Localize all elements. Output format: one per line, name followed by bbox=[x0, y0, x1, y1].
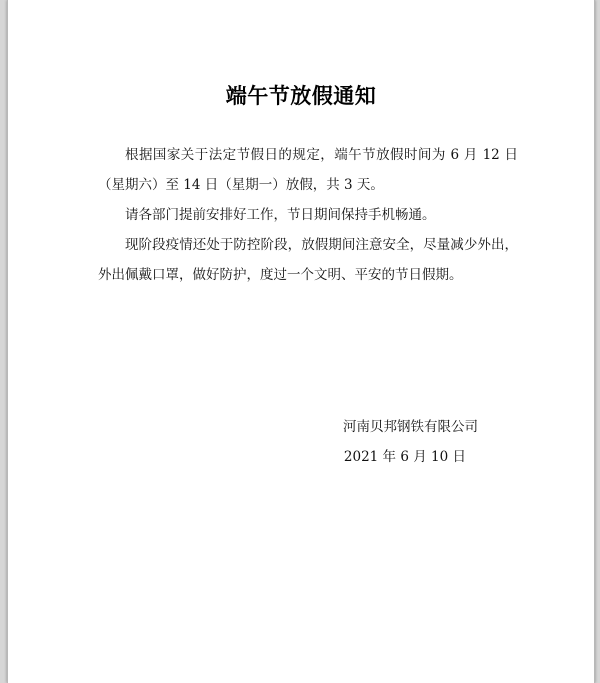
page-title: 端午节放假通知 bbox=[225, 84, 377, 108]
paragraph-work-arrangement: 请各部门提前安排好工作，节日期间保持手机畅通。 bbox=[125, 207, 436, 223]
signature-organization: 河南贝邦钢铁有限公司 bbox=[343, 419, 478, 435]
signature-date: 2021 年 6 月 10 日 bbox=[343, 449, 466, 465]
paragraph-holiday-dates: 根据国家关于法定节假日的规定，端午节放假时间为 6 月 12 日（星期六）至 14 日（星期一）放假，共 3 天。 bbox=[98, 147, 518, 193]
document-page bbox=[7, 0, 595, 683]
document-body bbox=[98, 140, 518, 290]
paragraph-safety-notice: 现阶段疫情还处于防控阶段，放假期间注意安全，尽量减少外出，外出佩戴口罩，做好防护，度过一个文明、平安的节日假期。 bbox=[98, 237, 518, 283]
signature-block bbox=[308, 412, 478, 472]
